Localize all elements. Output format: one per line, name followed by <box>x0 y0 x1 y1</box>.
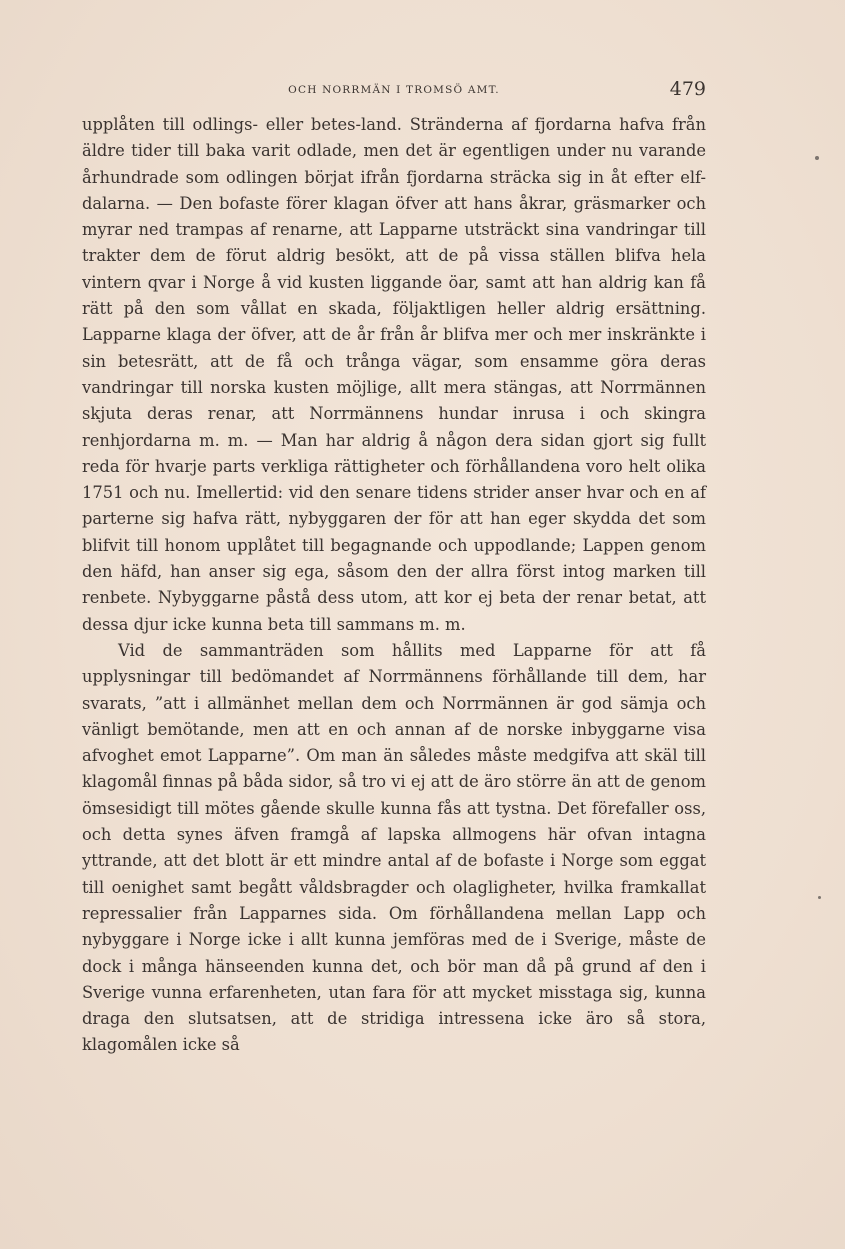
paragraph-1: upplåten till odlings- eller betes-land. Stränderna af fjordarna hafva från äldre tider till baka varit odlade, men det är egentligen under nu varande århundrade som odlingen börjat ifrån fjordarna sträcka sig in åt efter elf-dalarna. — Den bofaste förer klagan öfver att hans åkrar, gräsmarker och myrar ned trampas af renarne, att Lapparne utsträckt sina vandringar till trakter dem de förut aldrig besökt, att de på vissa ställen blifva hela vintern qvar i Norge å vid kusten liggande öar, samt att han aldrig kan få rätt på den som vållat en skada, följaktligen heller aldrig ersättning. Lapparne klaga der öfver, att de år från år blifva mer och mer inskränkte i sin betesrätt, att de få och trånga vägar, som ensamme göra deras vandringar till norska kusten möjlige, allt mera stängas, att Norrmännen skjuta deras renar, att Norrmännens hundar inrusa i och skingra renhjordarna m. m. — Man har aldrig å någon dera sidan gjort sig fullt reda för hvarje parts verkliga rättigheter och förhållandena voro helt olika 1751 och nu. Imellertid: vid den senare tidens strider anser hvar och en af parterne sig hafva rätt, nybyggaren der för att han eger skydda det som blifvit till honom upplåtet till begagnande och uppodlande; Lappen genom den häfd, han anser sig ega, såsom den der allra först intog marken till renbete. Nybyggarne påstå dess utom, att kor ej beta der renar betat, att dessa djur icke kunna beta till sammans m. m. <box>82 115 706 634</box>
paper-speck <box>818 896 821 899</box>
page-number: 479 <box>669 78 706 100</box>
paragraph-2: Vid de sammanträden som hållits med Lapparne för att få upplysningar till bedömandet af Norrmännens förhållande till dem, har svarats, ”att i allmänhet mellan dem och Norrmännen är god sämja och vänligt bemötande, men att en och annan af de norske inbyggarne visa afvoghet emot Lapparne”. Om man än således måste medgifva att skäl till klagomål finnas på båda sidor, så tro vi ej att de äro större än att de genom ömsesidigt till mötes gående skulle kunna fås att tystna. Det förefaller oss, och detta synes äfven framgå af lapska allmogens här ofvan intagna yttrande, att det blott är ett mindre antal af de bofaste i Norge som eggat till oenighet samt begått våldsbragder och olagligheter, hvilka framkallat repressalier från Lapparnes sida. Om förhållandena mellan Lapp och nybyggare i Norge icke i allt kunna jemföras med de i Sverige, måste de dock i många hänseenden kunna det, och bör man då på grund af den i Sverige vunna erfarenheten, utan fara för att mycket misstaga sig, kunna draga den slutsatsen, att de stridiga intressena icke äro så stora, klagomålen icke så <box>82 640 706 1055</box>
page-header <box>82 78 706 102</box>
paper-speck <box>815 156 819 160</box>
body-text <box>82 112 706 1059</box>
running-head: OCH NORRMÄN I TROMSÖ AMT. <box>288 84 500 96</box>
